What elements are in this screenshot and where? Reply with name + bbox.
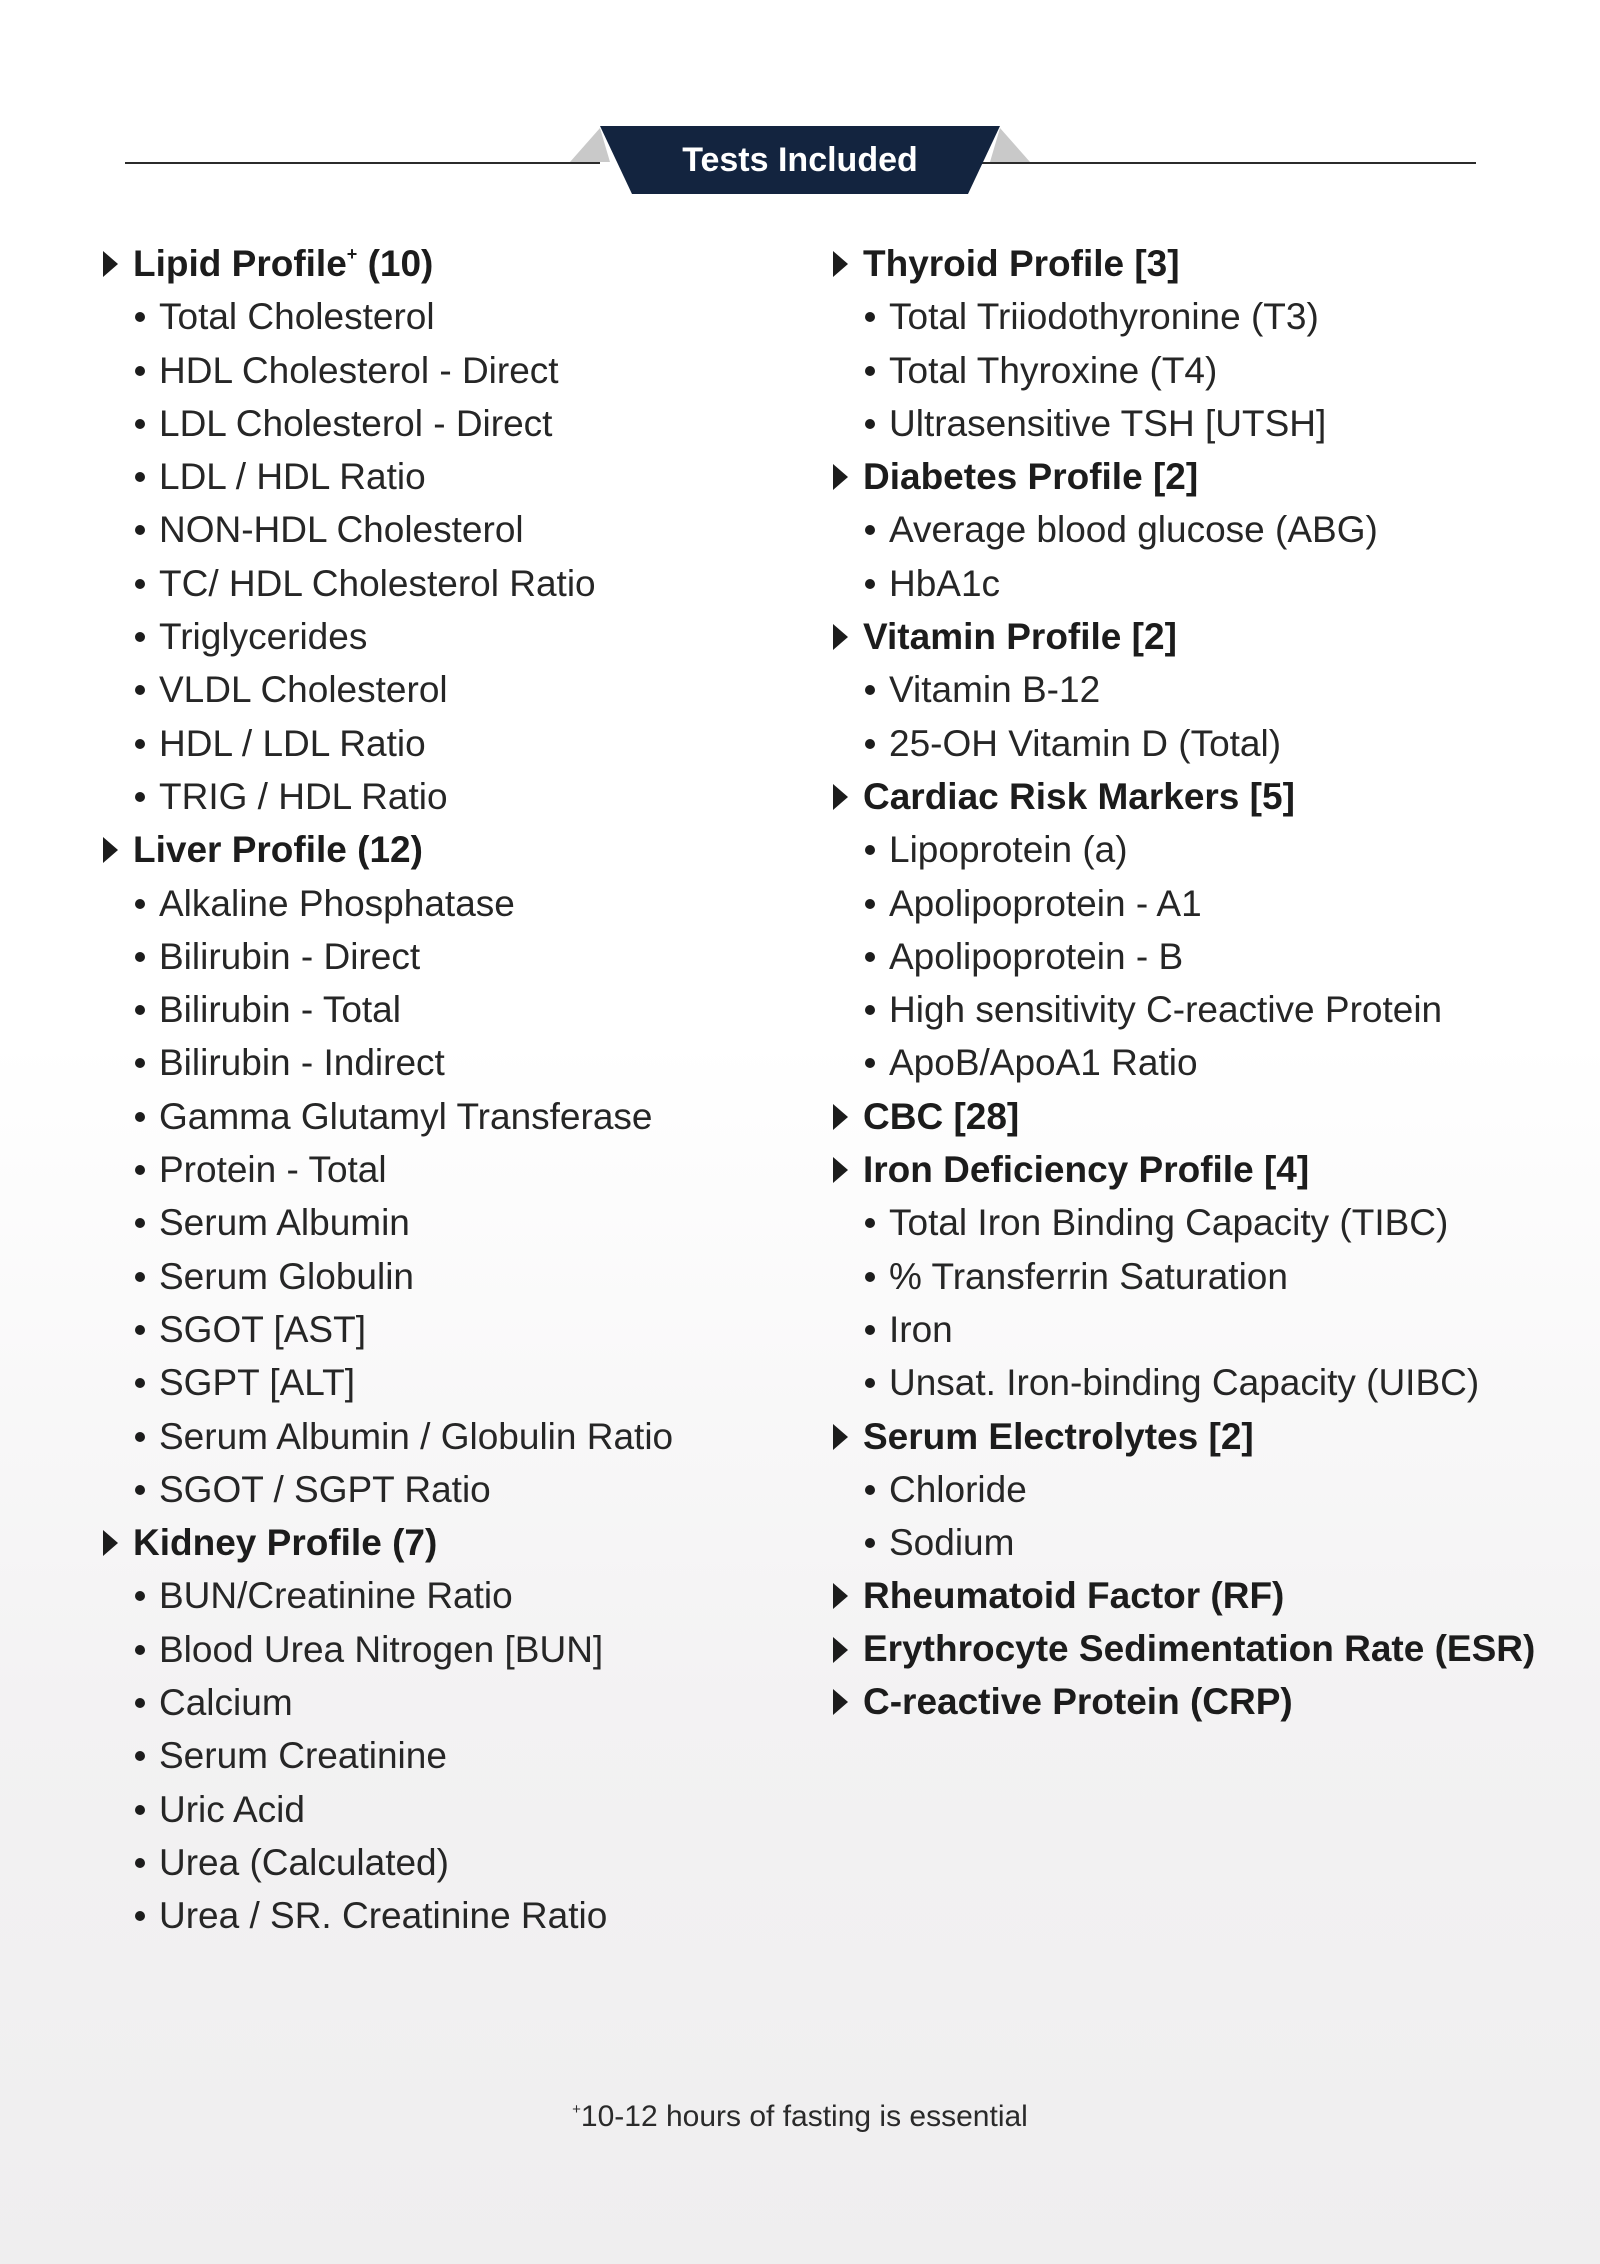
bullet-icon xyxy=(135,1751,145,1761)
triangle-right-icon xyxy=(833,1689,848,1715)
bullet-icon xyxy=(135,739,145,749)
test-item-label: Vitamin B-12 xyxy=(889,669,1101,711)
triangle-right-icon xyxy=(833,251,848,277)
test-group-title xyxy=(825,237,1545,290)
test-item-label: HbA1c xyxy=(889,562,1001,604)
bullet-icon xyxy=(135,1378,145,1388)
group-name: CBC xyxy=(863,1095,944,1137)
test-item-label: HDL Cholesterol - Direct xyxy=(159,349,559,391)
group-name: Liver Profile xyxy=(133,829,347,871)
test-item-label: Apolipoprotein - A1 xyxy=(889,882,1202,924)
test-item xyxy=(825,344,1545,397)
test-item xyxy=(95,1623,795,1676)
bullet-icon xyxy=(135,952,145,962)
group-name: Kidney Profile xyxy=(133,1522,382,1564)
triangle-right-icon xyxy=(833,1583,848,1609)
bullet-icon xyxy=(135,419,145,429)
group-count: (12) xyxy=(357,829,423,871)
bullet-icon xyxy=(135,472,145,482)
test-item xyxy=(825,397,1545,450)
test-item xyxy=(95,1889,795,1942)
group-count: [5] xyxy=(1249,775,1295,817)
test-item xyxy=(825,503,1545,556)
header-rule-right xyxy=(980,162,1476,164)
test-group-title xyxy=(825,1675,1545,1728)
test-item-label: Total Cholesterol xyxy=(159,296,435,338)
test-item-label: Apolipoprotein - B xyxy=(889,935,1184,977)
test-group-title xyxy=(825,1143,1545,1196)
tests-column-right xyxy=(825,237,1545,1728)
group-count: (10) xyxy=(367,243,434,284)
test-item xyxy=(95,1196,795,1249)
bullet-icon xyxy=(865,1325,875,1335)
test-group-title xyxy=(825,1090,1545,1143)
test-item xyxy=(95,610,795,663)
bullet-icon xyxy=(865,1378,875,1388)
test-item-label: 25-OH Vitamin D (Total) xyxy=(889,722,1282,764)
test-item xyxy=(95,717,795,770)
bullet-icon xyxy=(135,899,145,909)
test-item xyxy=(825,823,1545,876)
footnote-mark: + xyxy=(572,2101,581,2118)
test-item-label: High sensitivity C-reactive Protein xyxy=(889,989,1443,1031)
header-rule-left xyxy=(125,162,600,164)
bullet-icon xyxy=(135,312,145,322)
test-item xyxy=(95,557,795,610)
triangle-right-icon xyxy=(103,837,118,863)
test-group-title xyxy=(825,1623,1545,1675)
test-item-label: % Transferrin Saturation xyxy=(889,1255,1288,1297)
test-item-label: Average blood glucose (ABG) xyxy=(889,509,1378,551)
test-item xyxy=(95,1090,795,1143)
triangle-right-icon xyxy=(833,1637,848,1663)
bullet-icon xyxy=(865,1485,875,1495)
bullet-icon xyxy=(865,739,875,749)
test-item xyxy=(95,1250,795,1303)
bullet-icon xyxy=(135,1218,145,1228)
test-item xyxy=(825,1250,1545,1303)
bullet-icon xyxy=(865,579,875,589)
bullet-icon xyxy=(865,899,875,909)
test-item xyxy=(95,1303,795,1356)
test-item xyxy=(825,290,1545,343)
test-item-label: Urea (Calculated) xyxy=(159,1841,449,1883)
bullet-icon xyxy=(135,1432,145,1442)
test-item-label: Total Thyroxine (T4) xyxy=(889,349,1218,391)
test-item xyxy=(825,877,1545,930)
test-item-label: HDL / LDL Ratio xyxy=(159,722,426,764)
test-item-label: SGOT [AST] xyxy=(159,1308,366,1350)
test-item-label: Serum Globulin xyxy=(159,1255,415,1297)
triangle-right-icon xyxy=(833,1104,848,1130)
bullet-icon xyxy=(135,632,145,642)
group-name: Vitamin Profile xyxy=(863,616,1122,658)
bullet-icon xyxy=(135,525,145,535)
test-group-title xyxy=(825,770,1545,823)
bullet-icon xyxy=(135,792,145,802)
test-item xyxy=(825,1303,1545,1356)
footnote-text: 10-12 hours of fasting is essential xyxy=(580,2100,1028,2133)
group-name: Thyroid Profile xyxy=(863,243,1125,284)
fasting-footnote xyxy=(0,2100,1600,2134)
test-item-label: Lipoprotein (a) xyxy=(889,829,1128,871)
test-item xyxy=(95,983,795,1036)
bullet-icon xyxy=(865,419,875,429)
bullet-icon xyxy=(135,1485,145,1495)
test-item xyxy=(95,503,795,556)
test-item xyxy=(95,770,795,823)
test-item-label: Serum Creatinine xyxy=(159,1735,447,1777)
test-item-label: Blood Urea Nitrogen [BUN] xyxy=(159,1628,604,1670)
triangle-right-icon xyxy=(833,1424,848,1450)
bullet-icon xyxy=(135,1112,145,1122)
test-item-label: BUN/Creatinine Ratio xyxy=(159,1575,513,1617)
test-item xyxy=(95,1569,795,1622)
test-group-title xyxy=(825,450,1545,503)
bullet-icon xyxy=(135,366,145,376)
test-item xyxy=(95,663,795,716)
group-name: C-reactive Protein (CRP) xyxy=(863,1680,1293,1722)
test-item-label: SGOT / SGPT Ratio xyxy=(159,1468,491,1510)
test-item xyxy=(95,1676,795,1729)
test-item-label: Chloride xyxy=(889,1468,1027,1510)
test-item-label: Unsat. Iron-binding Capacity (UIBC) xyxy=(889,1362,1480,1404)
test-item-label: ApoB/ApoA1 Ratio xyxy=(889,1042,1198,1084)
test-group-title xyxy=(825,610,1545,663)
test-item xyxy=(825,1463,1545,1516)
test-item xyxy=(825,1196,1545,1249)
group-name: Rheumatoid Factor (RF) xyxy=(863,1575,1285,1617)
bullet-icon xyxy=(135,1272,145,1282)
test-item xyxy=(825,717,1545,770)
test-group-title xyxy=(95,823,795,876)
test-item-label: LDL / HDL Ratio xyxy=(159,456,426,498)
group-count: [2] xyxy=(1152,456,1199,498)
triangle-right-icon xyxy=(833,624,848,650)
bullet-icon xyxy=(135,1805,145,1815)
group-name: Diabetes Profile xyxy=(863,456,1143,498)
test-item xyxy=(95,1036,795,1089)
section-header xyxy=(0,120,1600,200)
test-item-label: Serum Albumin xyxy=(159,1202,410,1244)
triangle-right-icon xyxy=(833,784,848,810)
bullet-icon xyxy=(135,1645,145,1655)
group-name: Lipid Profile xyxy=(133,243,347,284)
group-count: [2] xyxy=(1208,1415,1254,1457)
test-item-label: SGPT [ALT] xyxy=(159,1362,356,1404)
test-item-label: TRIG / HDL Ratio xyxy=(159,775,448,817)
test-item-label: Total Iron Binding Capacity (TIBC) xyxy=(889,1202,1449,1244)
test-item-label: Bilirubin - Indirect xyxy=(159,1042,445,1084)
group-count: (7) xyxy=(392,1522,438,1564)
bullet-icon xyxy=(865,1005,875,1015)
test-item xyxy=(825,1516,1545,1569)
test-item-label: Bilirubin - Total xyxy=(159,989,401,1031)
bullet-icon xyxy=(135,685,145,695)
group-name: Erythrocyte Sedimentation Rate (ESR) xyxy=(863,1627,1536,1669)
bullet-icon xyxy=(135,579,145,589)
bullet-icon xyxy=(865,685,875,695)
bullet-icon xyxy=(135,1698,145,1708)
triangle-right-icon xyxy=(103,251,118,277)
bullet-icon xyxy=(865,1538,875,1548)
test-item-label: Serum Albumin / Globulin Ratio xyxy=(159,1415,674,1457)
test-item xyxy=(95,1783,795,1836)
test-group-title xyxy=(95,1516,795,1569)
test-item xyxy=(95,930,795,983)
group-count: [4] xyxy=(1263,1149,1310,1191)
test-item xyxy=(825,930,1545,983)
test-item xyxy=(95,1836,795,1889)
test-item xyxy=(825,1356,1545,1409)
test-item xyxy=(825,557,1545,610)
group-count: [3] xyxy=(1134,243,1180,284)
test-item-label: LDL Cholesterol - Direct xyxy=(159,402,553,444)
test-item-label: Triglycerides xyxy=(159,616,368,658)
test-item xyxy=(825,1036,1545,1089)
test-item-label: NON-HDL Cholesterol xyxy=(159,509,524,551)
group-count: [2] xyxy=(1131,616,1177,658)
triangle-right-icon xyxy=(103,1530,118,1556)
test-item-label: Urea / SR. Creatinine Ratio xyxy=(159,1895,608,1937)
test-item xyxy=(95,397,795,450)
test-item-label: Bilirubin - Direct xyxy=(159,935,421,977)
bullet-icon xyxy=(135,1911,145,1921)
bullet-icon xyxy=(865,952,875,962)
triangle-right-icon xyxy=(833,1157,848,1183)
bullet-icon xyxy=(135,1058,145,1068)
header-title: Tests Included xyxy=(682,141,918,179)
test-item xyxy=(95,1463,795,1516)
fasting-mark: + xyxy=(346,244,358,264)
bullet-icon xyxy=(135,1005,145,1015)
test-item-label: Alkaline Phosphatase xyxy=(159,882,515,924)
test-group-title xyxy=(825,1410,1545,1463)
test-item-label: Sodium xyxy=(889,1522,1015,1564)
group-name: Serum Electrolytes xyxy=(863,1415,1199,1457)
bullet-icon xyxy=(865,1218,875,1228)
triangle-right-icon xyxy=(833,464,848,490)
bullet-icon xyxy=(135,1591,145,1601)
test-item xyxy=(95,1356,795,1409)
test-item xyxy=(95,450,795,503)
test-item-label: VLDL Cholesterol xyxy=(159,669,448,711)
bullet-icon xyxy=(865,525,875,535)
test-item xyxy=(825,663,1545,716)
test-item-label: Gamma Glutamyl Transferase xyxy=(159,1095,653,1137)
test-item xyxy=(95,1729,795,1782)
test-item xyxy=(825,983,1545,1036)
bullet-icon xyxy=(865,312,875,322)
bullet-icon xyxy=(865,1272,875,1282)
bullet-icon xyxy=(865,845,875,855)
test-item xyxy=(95,290,795,343)
test-item-label: Ultrasensitive TSH [UTSH] xyxy=(889,402,1327,444)
group-name: Iron Deficiency Profile xyxy=(863,1149,1254,1191)
test-group-title xyxy=(95,237,795,290)
test-item-label: Iron xyxy=(889,1308,953,1350)
test-item xyxy=(95,1143,795,1196)
test-item xyxy=(95,344,795,397)
bullet-icon xyxy=(865,1058,875,1068)
test-item-label: TC/ HDL Cholesterol Ratio xyxy=(159,562,596,604)
test-group-title xyxy=(825,1569,1545,1622)
test-item-label: Protein - Total xyxy=(159,1149,387,1191)
tests-column-left xyxy=(95,237,795,1943)
test-item xyxy=(95,1410,795,1463)
bullet-icon xyxy=(135,1325,145,1335)
test-item-label: Total Triiodothyronine (T3) xyxy=(889,296,1319,338)
bullet-icon xyxy=(135,1858,145,1868)
test-item xyxy=(95,877,795,930)
test-item-label: Calcium xyxy=(159,1682,293,1724)
bullet-icon xyxy=(135,1165,145,1175)
group-name: Cardiac Risk Markers xyxy=(863,775,1240,817)
test-item-label: Uric Acid xyxy=(159,1788,305,1830)
bullet-icon xyxy=(865,366,875,376)
group-count: [28] xyxy=(953,1095,1020,1137)
